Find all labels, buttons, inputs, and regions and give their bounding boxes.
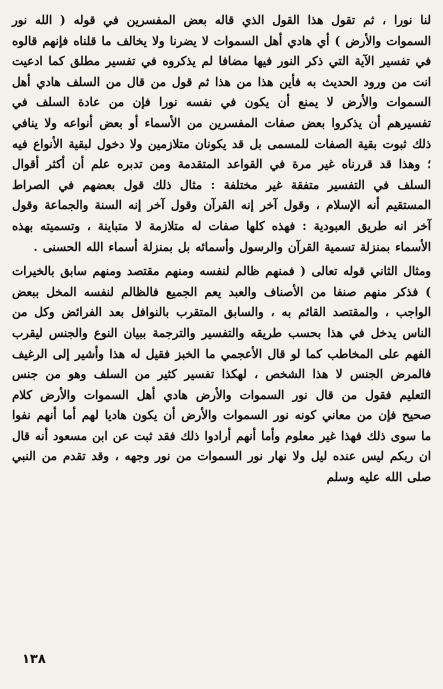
- paragraph-1: لنا نورا ، ثم تقول هذا القول الذي قاله بعض المفسرين في قوله ( الله نور السموات والأرض ) أي هادي أهل السموات لا يضرنا ولا يخالف ما قلناه فإنهم قالوه في تفسير الآية التي ذكر النور فيها مضافا لم يذكروه في تفسير مطلق كما ادعيت انت من ورود الحديث به فأين هذا من هذا ثم قول من قال من السلف هادي أهل السموات والأرض لا يمنع أن يكون في نفسه نورا فإن من عادة السلف في تفسيرهم أن يذكروا بعض صفات المفسرين من الأسماء أو بعض أنواعه ولا ينافي ذلك ثبوت بقية الصفات للمسمى بل قد يكونان متلازمين ولا دخول لبقية الأنواع فيه ؛ وهذا قد قررناه غير مرة في القواعد المتقدمة ومن تدبره علم أن أكثر أقوال السلف في التفسير متفقة غير مختلفة : مثال ذلك قول بعضهم في الصراط المستقيم أنه الإسلام ، وقول آخر إنه القرآن وقول آخر إنه السنة والجماعة وقول آخر انه طريق العبودية : فهذه كلها صفات له متلازمة لا متباينة ، وتسميته بهذه الأسماء بمنزلة تسمية القرآن والرسول وأسمائه بل بمنزلة أسماء الله الحسنى .: [12, 13, 431, 254]
- paragraph-2: ومثال الثاني قوله تعالى ( فمنهم ظالم لنفسه ومنهم مقتصد ومنهم سابق بالخيرات ) فذكر منهم صنفا من الأصناف والعبد يعم الجميع فالظالم لنفسه المخل ببعض الواجب ، والمقتصد القائم به ، والسابق المتقرب بالنوافل بعد الفرائض وكل من الناس يدخل في هذا بحسب طريقه والتفسير والترجمة ببيان النوع والجنس ليقرب الفهم على المخاطب كما لو قال الأعجمي ما الخبز فقيل له هذا وأشير إلى الرغيف فالمرض الجنس لا هذا الشخص ، لهكذا تفسير كثير من السلف وهو من جنس التعليم فقول من قال نور السموات والأرض هادي أهل السموات والأرض كلام صحيح فإن من معاني كونه نور السموات والأرض أن يكون هاديا لهم أما أنهم نفوا ما سوى ذلك فهذا غير معلوم وأما أنهم أرادوا ذلك فقد ثبت عن ابن مسعود أنه قال ان ربكم ليس عنده ليل ولا نهار نور السموات من نور وجهه ، وقد تقدم من النبي صلى الله عليه وسلم: [12, 264, 431, 485]
- body-text: [12, 10, 431, 488]
- page-number: ١٣٨: [22, 652, 46, 667]
